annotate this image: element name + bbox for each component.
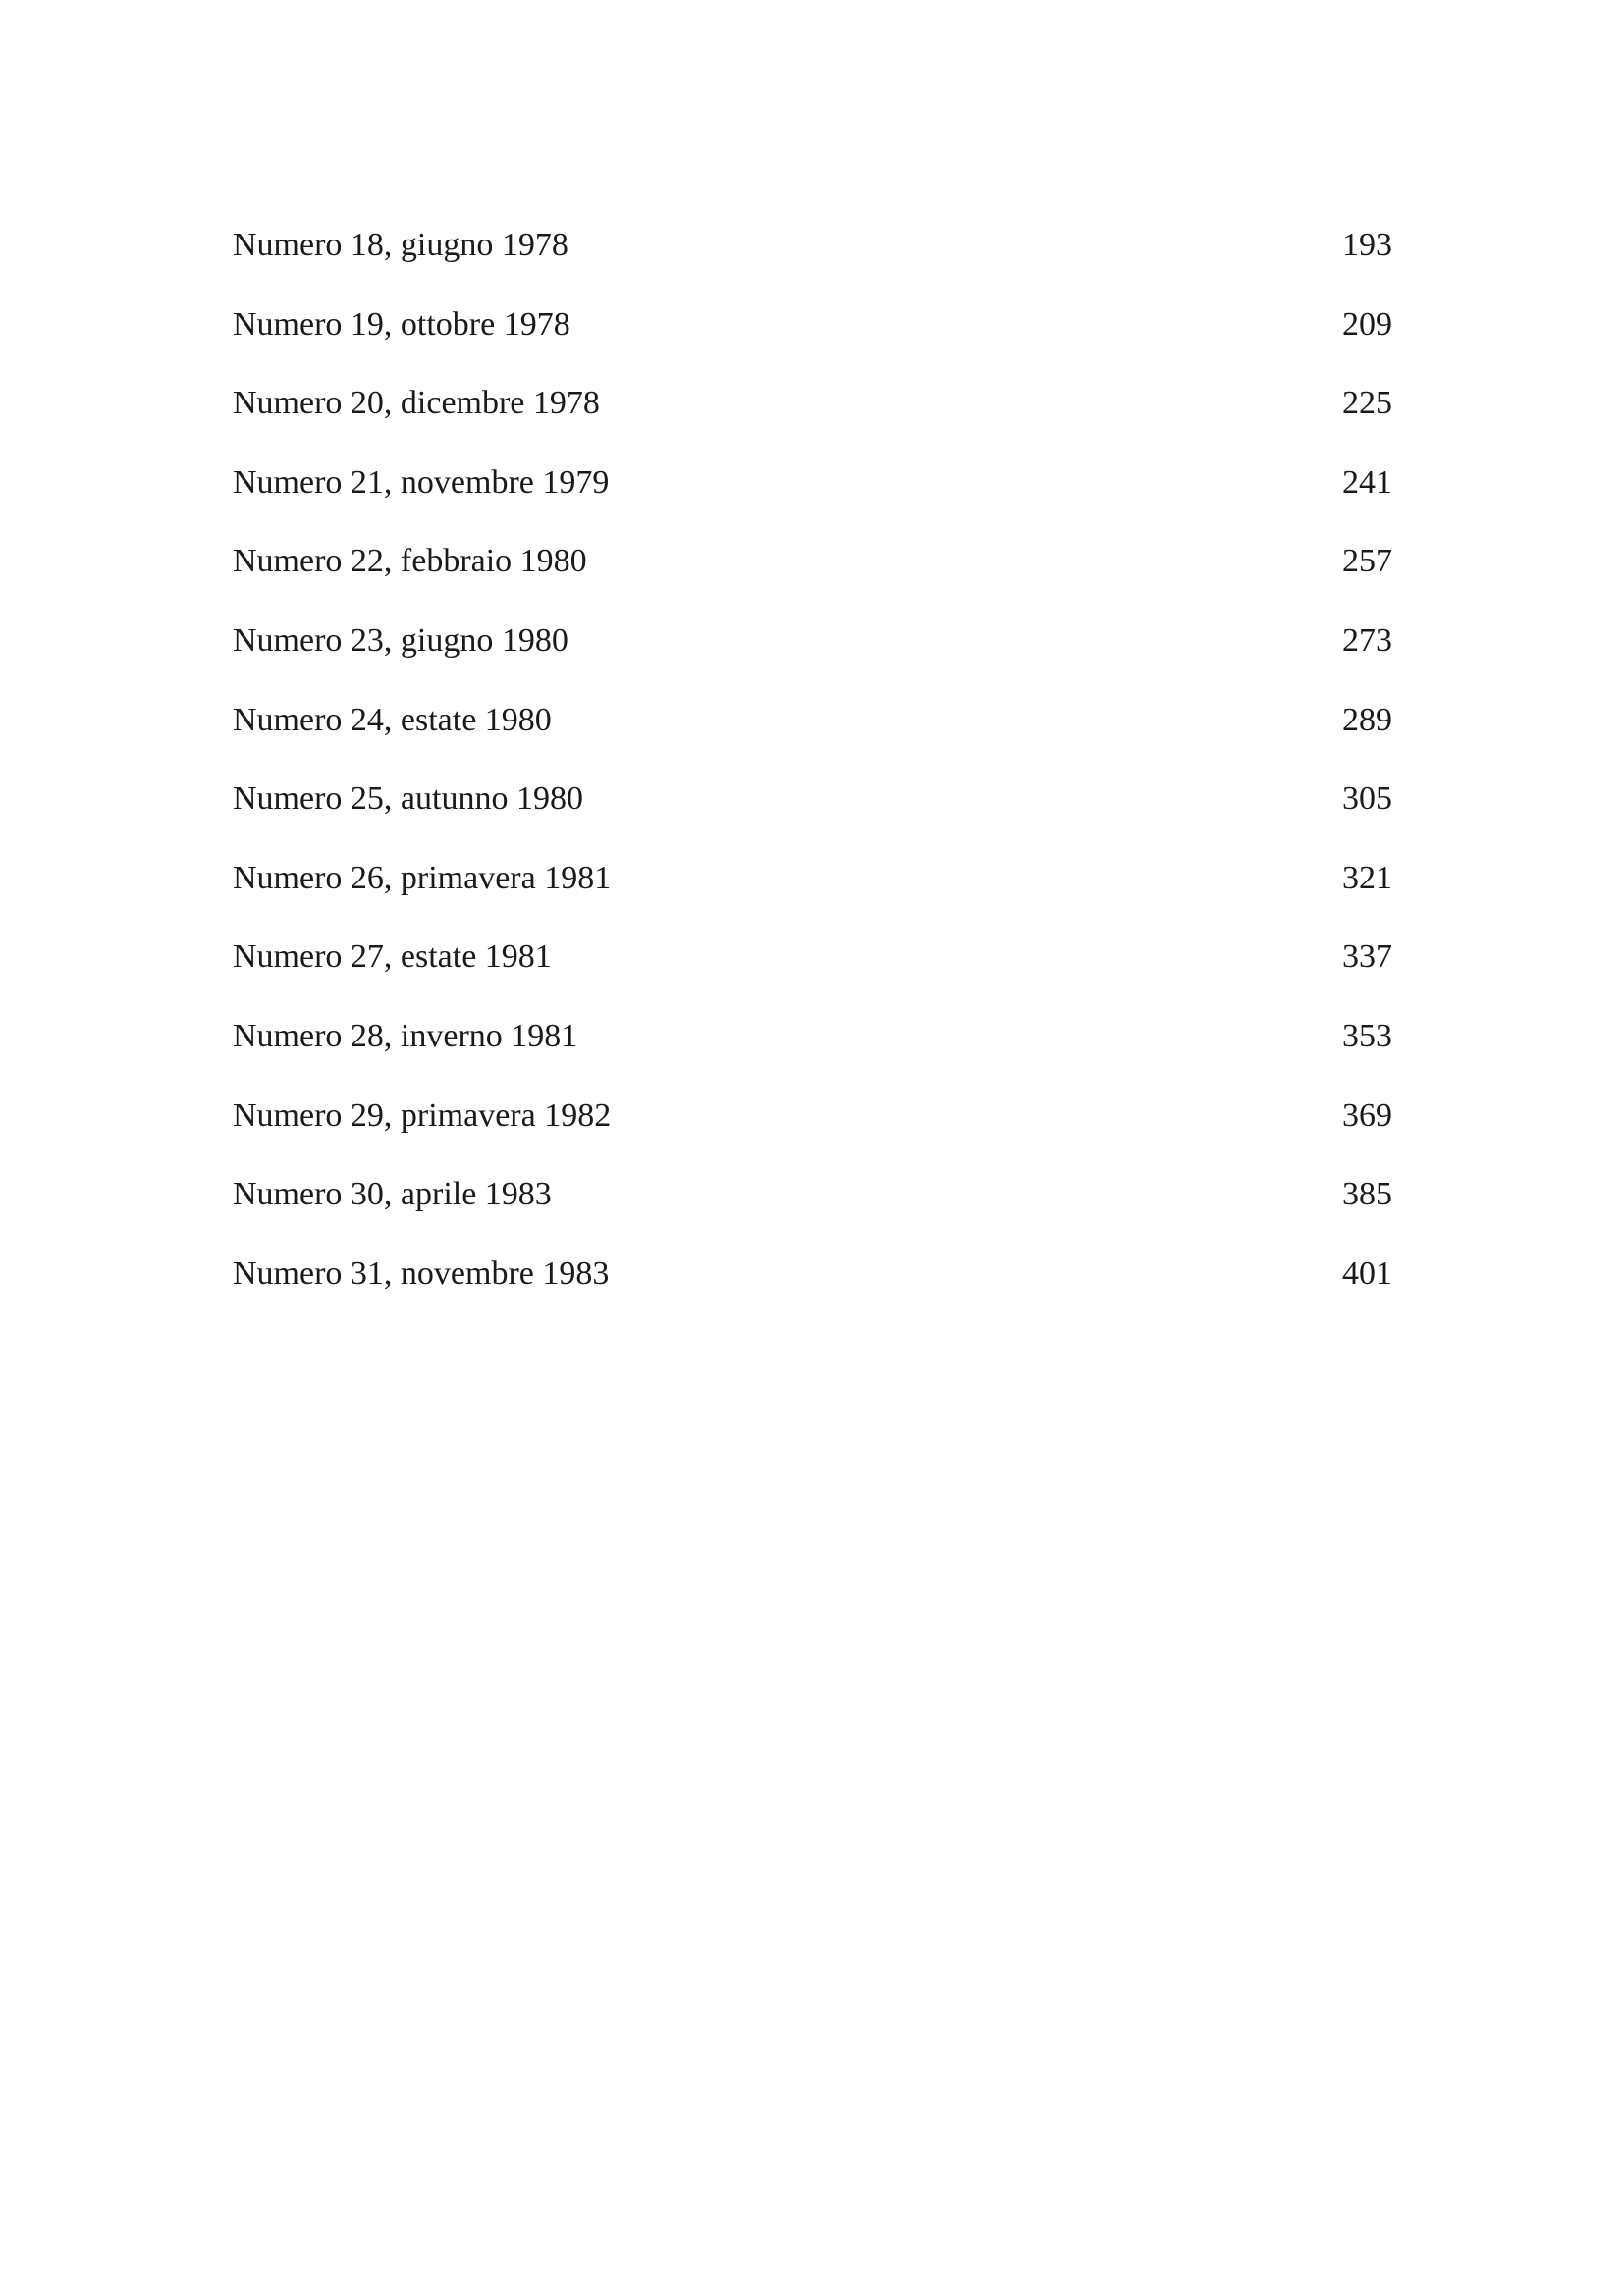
toc-entry-page: 305 — [1342, 780, 1392, 818]
toc-entry — [233, 614, 1392, 693]
toc-entry-page: 257 — [1342, 543, 1392, 580]
toc-entry-title: Numero 21, novembre 1979 — [233, 463, 610, 501]
toc-entry — [233, 1009, 1392, 1089]
toc-entry-page: 193 — [1342, 227, 1392, 263]
toc-entry — [233, 693, 1392, 773]
toc-entry — [233, 930, 1392, 1009]
toc-entry-page: 209 — [1342, 305, 1392, 343]
table-of-contents — [233, 218, 1392, 1325]
toc-entry-title: Numero 30, aprile 1983 — [233, 1176, 552, 1213]
toc-entry-page: 369 — [1342, 1096, 1392, 1134]
toc-entry-title: Numero 19, ottobre 1978 — [233, 305, 570, 343]
toc-entry-title: Numero 23, giugno 1980 — [233, 621, 568, 659]
toc-entry-page: 241 — [1342, 463, 1392, 501]
toc-entry-page: 225 — [1342, 385, 1392, 422]
toc-entry-page: 273 — [1342, 621, 1392, 659]
toc-entry-page: 337 — [1342, 938, 1392, 976]
toc-entry-page: 289 — [1342, 701, 1392, 738]
toc-entry-title: Numero 20, dicembre 1978 — [233, 385, 600, 422]
toc-entry-title: Numero 24, estate 1980 — [233, 701, 552, 738]
toc-entry-page: 353 — [1342, 1017, 1392, 1054]
toc-entry-title: Numero 26, primavera 1981 — [233, 859, 612, 896]
toc-entry — [233, 1247, 1392, 1326]
toc-entry — [233, 534, 1392, 614]
toc-entry — [233, 772, 1392, 851]
toc-entry — [233, 1167, 1392, 1247]
toc-entry — [233, 851, 1392, 931]
toc-entry — [233, 1089, 1392, 1168]
toc-entry-page: 385 — [1342, 1176, 1392, 1213]
toc-entry — [233, 297, 1392, 377]
toc-entry-title: Numero 22, febbraio 1980 — [233, 543, 587, 580]
toc-entry-title: Numero 29, primavera 1982 — [233, 1096, 612, 1134]
toc-entry — [233, 376, 1392, 455]
toc-entry — [233, 218, 1392, 297]
toc-entry-title: Numero 27, estate 1981 — [233, 938, 552, 976]
toc-entry-page: 401 — [1342, 1255, 1392, 1292]
toc-entry-title: Numero 25, autunno 1980 — [233, 780, 583, 818]
toc-entry-page: 321 — [1342, 859, 1392, 896]
toc-entry — [233, 455, 1392, 535]
toc-entry-title: Numero 18, giugno 1978 — [233, 227, 568, 263]
toc-entry-title: Numero 28, inverno 1981 — [233, 1017, 578, 1054]
toc-entry-title: Numero 31, novembre 1983 — [233, 1255, 610, 1292]
